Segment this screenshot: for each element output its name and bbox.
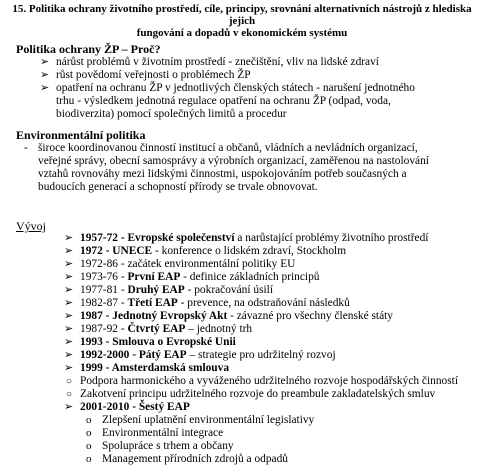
timeline-item [64, 310, 474, 323]
arrow-bullet-icon: ➢ [40, 56, 50, 68]
section-heading-env-policy: Environmentální politika [16, 128, 146, 142]
sublist-item [86, 453, 466, 466]
circle-bullet-icon: ○ [66, 376, 73, 387]
small-circle-bullet-icon: o [86, 440, 92, 452]
timeline-item-text: 1987 - Jednotný Evropský Akt - závazné pro všechny členské státy [80, 310, 393, 322]
timeline-item [64, 297, 474, 310]
timeline-item-text: 1982-87 - Třetí EAP - prevence, na odstraňování následků [80, 297, 350, 309]
paragraph-line: veřejné správy, obecní samosprávy a výrobních organizací, zaměřenou na nastolování [38, 155, 429, 167]
arrow-bullet-icon: ➢ [64, 362, 74, 374]
paragraph-line: vztahů rovnováhy mezi lidskými činnostmi, uspokojováním potřeb současných a [38, 168, 407, 180]
sublist-item-text: Management přírodních zdrojů a odpadů [102, 453, 288, 465]
arrow-bullet-icon: ➢ [64, 401, 74, 413]
paragraph-line: široce koordinovanou činností institucí a občanů, vládních a nevládních organizací, [38, 142, 418, 154]
arrow-bullet-icon: ➢ [64, 258, 74, 270]
circle-bullet-icon: ○ [66, 389, 73, 400]
timeline-item-text: 1992-2000 - Pátý EAP – strategie pro udržitelný rozvoj [80, 349, 336, 361]
timeline-item-text: Zakotvení principu udržitelného rozvoje do preambule zakladatelských smluv [80, 388, 436, 400]
timeline-item-text: 1977-81 - Druhý EAP - pokračování úsilí [80, 284, 274, 296]
timeline-item [64, 284, 474, 297]
sublist-item [86, 427, 466, 440]
paragraph-line: budoucích generací a schopností přírody se trvale obnovovat. [38, 181, 318, 193]
timeline-item [64, 349, 474, 362]
title-line-1: 15. Politika ochrany životního prostředí, cíle, principy, srovnání alternativních nástrojů z hlediska jejich [12, 3, 472, 27]
timeline-item-text: Podpora harmonického a vyváženého udržitelného rozvoje hospodářských činností [80, 375, 458, 387]
timeline-item [64, 388, 474, 401]
arrow-bullet-icon: ➢ [64, 349, 74, 361]
why-list [40, 56, 470, 121]
arrow-bullet-icon: ➢ [64, 336, 74, 348]
sublist-item [86, 414, 466, 427]
section-heading-development: Vývoj [16, 219, 46, 233]
timeline-item-text: 1957-72 - Evropské společenství a narůstající problémy životního prostředí [80, 232, 429, 244]
title-line-2: fungování a dopadů v ekonomickém systému [136, 27, 348, 39]
list-item [40, 82, 470, 121]
timeline-item-text: 1987-92 - Čtvrtý EAP – jednotný trh [80, 323, 253, 335]
timeline-item-text: 1999 - Amsterdamská smlouva [80, 362, 230, 374]
development-list [64, 232, 474, 414]
timeline-item [64, 323, 474, 336]
small-circle-bullet-icon: o [86, 414, 92, 426]
list-item-text: růst povědomí veřejnosti o problémech ŽP [56, 69, 251, 81]
timeline-item-text: 1972 - UNECE - konference o lidském zdraví, Stockholm [80, 245, 347, 257]
timeline-item [64, 245, 474, 258]
arrow-bullet-icon: ➢ [40, 82, 50, 94]
small-circle-bullet-icon: o [86, 427, 92, 439]
list-item-text-line: trhu - výsledkem jednotná regulace opatření na ochranu ŽP (odpad, voda, [56, 95, 391, 107]
list-item-text-line: biodiverzita) pomocí společných limitů a procedur [56, 108, 287, 120]
document-title [12, 3, 472, 39]
list-item-text-line: opatření na ochranu ŽP v jednotlivých členských státech - narušení jednotného [56, 82, 415, 94]
dash-bullet: - [24, 142, 28, 154]
sublist-item-text: Spolupráce s trhem a občany [102, 440, 234, 452]
timeline-item [64, 362, 474, 375]
list-item [40, 56, 470, 69]
section-heading-why: Politika ochrany ŽP – Proč? [16, 42, 161, 56]
sublist-item-text: Zlepšení uplatnění environmentální legislativy [102, 414, 315, 426]
timeline-item-text: 1973-76 - První EAP - definice základních principů [80, 271, 320, 283]
timeline-item-text: 1972-86 - začátek environmentální politiky EU [80, 258, 296, 270]
timeline-item [64, 401, 474, 414]
timeline-item-text: 1993 - Smlouva o Evropské Unii [80, 336, 236, 348]
arrow-bullet-icon: ➢ [64, 271, 74, 283]
sublist-item [86, 440, 466, 453]
arrow-bullet-icon: ➢ [64, 297, 74, 309]
list-item [40, 69, 470, 82]
timeline-item [64, 271, 474, 284]
arrow-bullet-icon: ➢ [40, 69, 50, 81]
timeline-item [64, 258, 474, 271]
list-item-text: nárůst problémů v životním prostředí - znečištění, vliv na lidské zdraví [56, 56, 379, 68]
arrow-bullet-icon: ➢ [64, 323, 74, 335]
sixth-eap-sublist [86, 414, 466, 466]
arrow-bullet-icon: ➢ [64, 310, 74, 322]
arrow-bullet-icon: ➢ [64, 284, 74, 296]
arrow-bullet-icon: ➢ [64, 232, 74, 244]
timeline-item [64, 232, 474, 245]
timeline-item [64, 336, 474, 349]
timeline-item [64, 375, 474, 388]
small-circle-bullet-icon: o [86, 453, 92, 465]
sublist-item-text: Environmentální integrace [102, 427, 224, 439]
arrow-bullet-icon: ➢ [64, 245, 74, 257]
timeline-item-text: 2001-2010 - Šestý EAP [80, 401, 190, 413]
